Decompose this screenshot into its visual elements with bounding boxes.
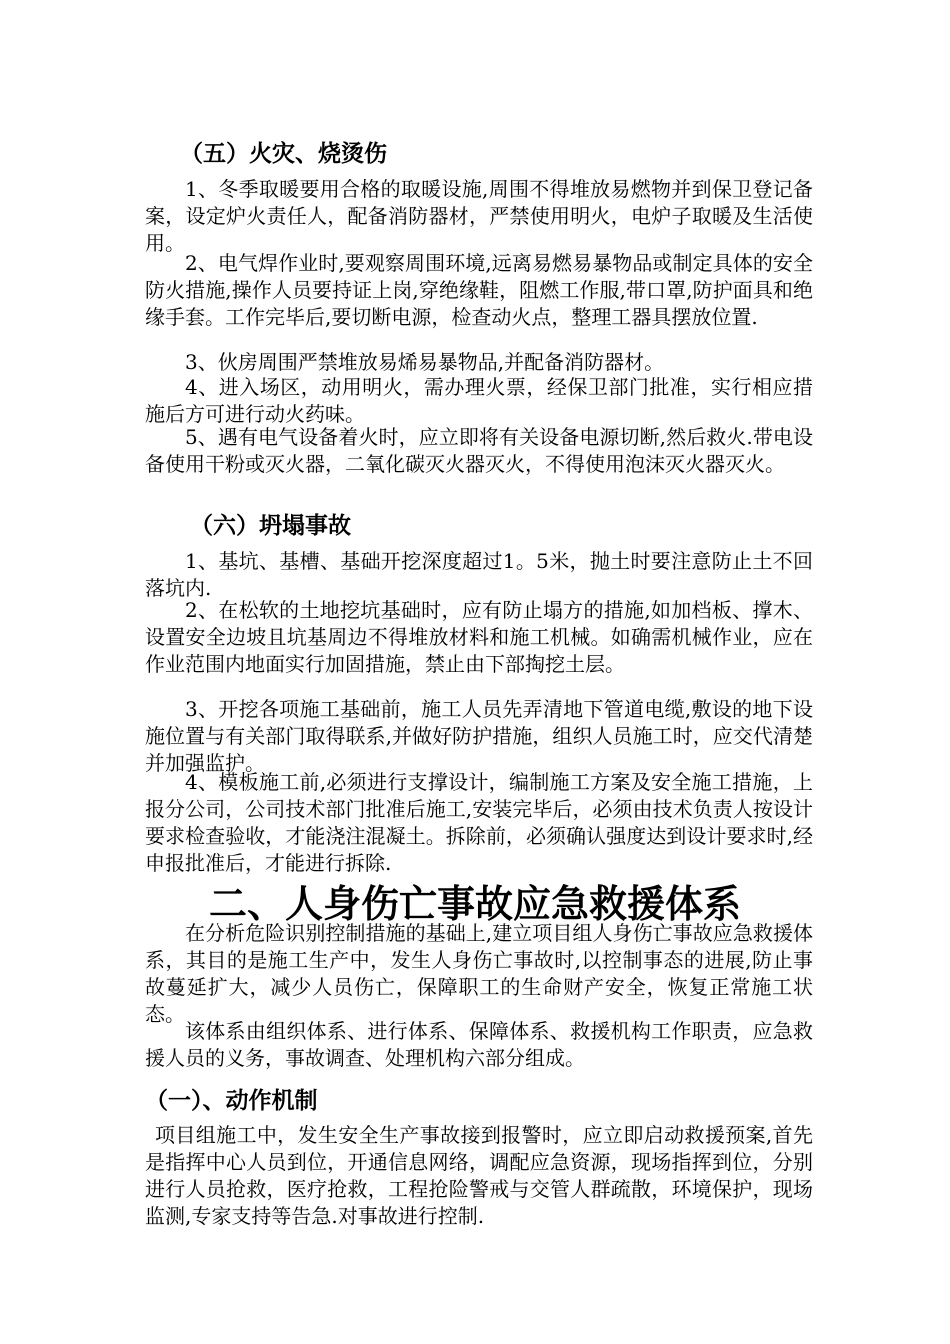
paragraph: 1、基坑、基槽、基础开挖深度超过1。5米，抛土时要注意防止土不回落坑内.	[145, 549, 813, 600]
paragraph: 在分析危险识别控制措施的基础上,建立项目组人身伤亡事故应急救援体系，其目的是施工生产中，发生人身伤亡事故时,以控制事态的进展,防止事故蔓延扩大，减少人员伤亡，保障职工的生命财产安全，恢复正常施工状态。	[145, 921, 813, 1026]
section-heading-collapse: （六）坍塌事故	[190, 513, 351, 539]
paragraph: 2、在松软的土地挖坑基础时，应有防止塌方的措施,如加档板、撑木、设置安全边坡且坑基周边不得堆放材料和施工机械。如确需机械作业，应在作业范围内地面实行加固措施，禁止由下部掏挖土层。	[145, 598, 813, 676]
paragraph: 4、进入场区，动用明火，需办理火票，经保卫部门批准，实行相应措施后方可进行动火药味。	[145, 375, 813, 426]
chapter-title: 二、人身伤亡事故应急救援体系	[208, 882, 741, 926]
paragraph: 4、模板施工前,必须进行支撑设计，编制施工方案及安全施工措施，上报分公司，公司技术部门批准后施工,安装完毕后，必须由技术负责人按设计要求检查验收，才能浇注混凝土。拆除前，必须确认强度达到设计要求时,经申报批准后，才能进行拆除.	[145, 770, 813, 875]
paragraph: 5、遇有电气设备着火时，应立即将有关设备电源切断,然后救火.带电设备使用干粉或灭火器，二氧化碳灭火器灭火，不得使用泡沫灭火器灭火。	[145, 425, 813, 476]
paragraph: 项目组施工中，发生安全生产事故接到报警时，应立即启动救援预案,首先是指挥中心人员到位，开通信息网络，调配应急资源，现场指挥到位，分别进行人员抢救，医疗抢救，工程抢险警戒与交管人群疏散，环境保护，现场监测,专家支持等告急.对事故进行控制.	[145, 1123, 813, 1228]
paragraph: 2、电气焊作业时,要观察周围环境,远离易燃易暴物品或制定具体的安全防火措施,操作人员要持证上岗,穿绝缘鞋，阻燃工作服,带口罩,防护面具和绝缘手套。工作完毕后,要切断电源，检查动火点，整理工器具摆放位置.	[145, 251, 813, 329]
paragraph: 3、开挖各项施工基础前，施工人员先弄清地下管道电缆,敷设的地下设施位置与有关部门取得联系,并做好防护措施，组织人员施工时，应交代清楚并加强监护。	[145, 697, 813, 775]
section-heading-fire: （五）火灾、烧烫伤	[180, 141, 387, 167]
section-heading-mechanism: （一）、动作机制	[145, 1088, 318, 1114]
paragraph: 3、伙房周围严禁堆放易烯易暴物品,并配备消防器材。	[185, 350, 665, 374]
paragraph: 该体系由组织体系、进行体系、保障体系、救援机构工作职责，应急救援人员的义务，事故调查、处理机构六部分组成。	[145, 1019, 813, 1070]
paragraph: 1、冬季取暖要用合格的取暖设施,周围不得堆放易燃物并到保卫登记备案，设定炉火责任人，配备消防器材，严禁使用明火，电炉子取暖及生活使用。	[145, 177, 813, 255]
